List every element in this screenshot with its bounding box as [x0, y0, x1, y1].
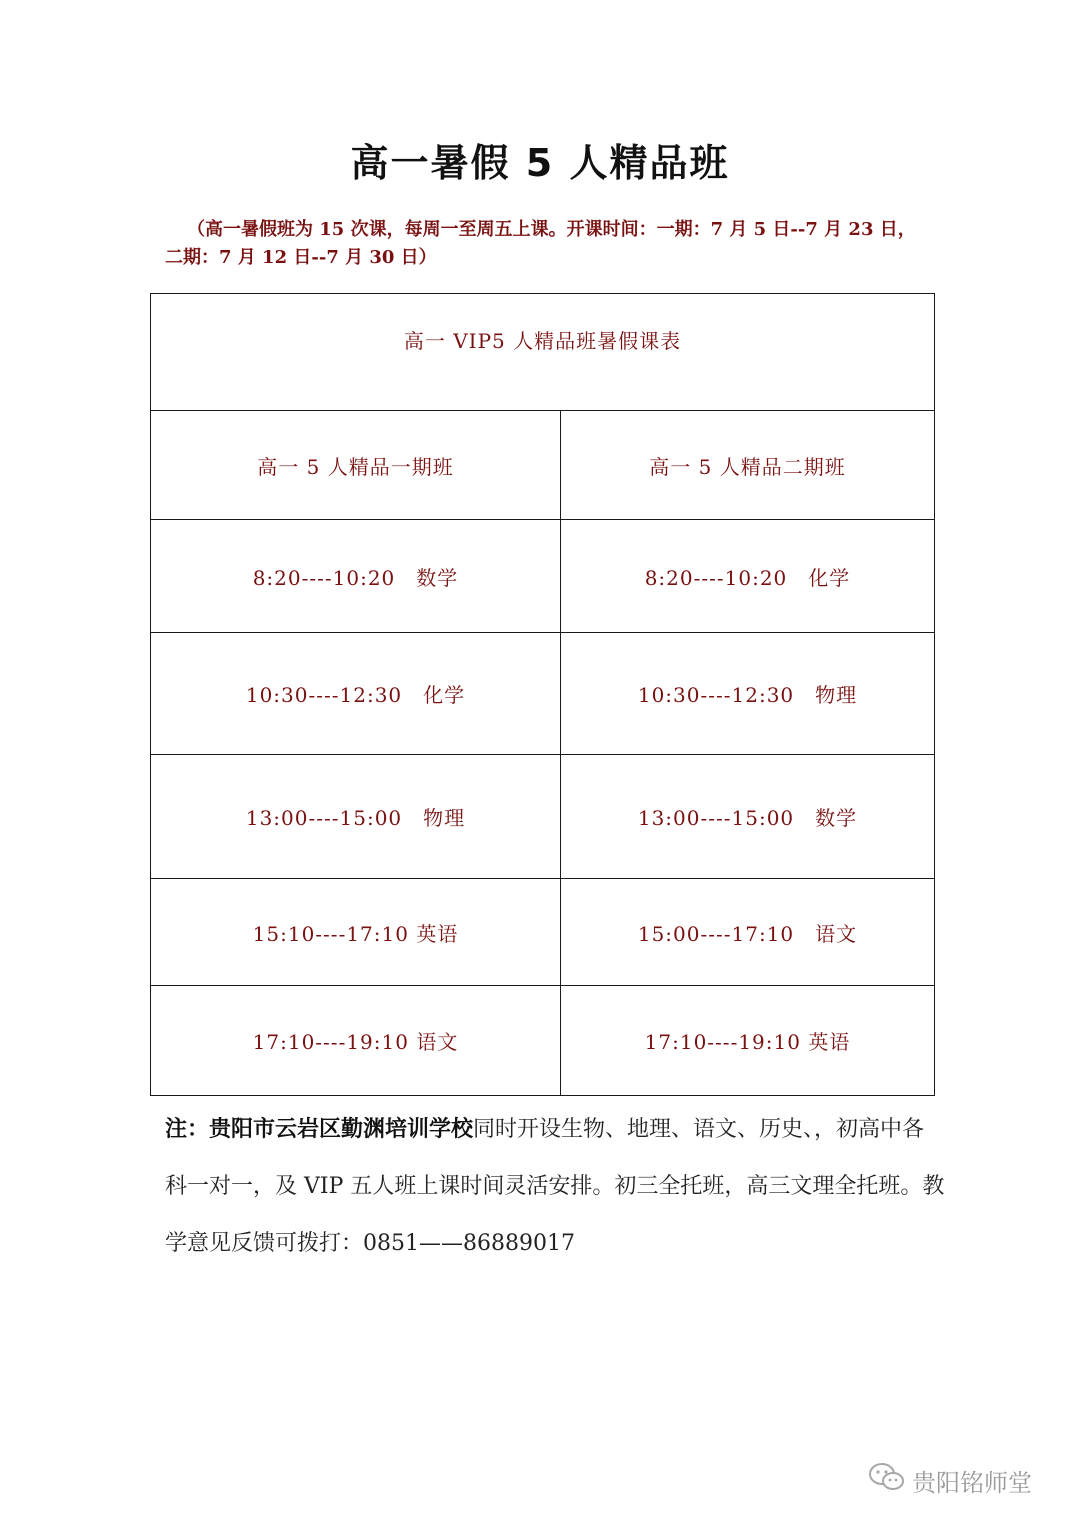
schedule-subtitle: （高一暑假班为 15 次课，每周一至周五上课。开课时间：一期：7 月 5 日--7 月 23 日，二期：7 月 12 日--7 月 30 日）: [165, 219, 916, 268]
table-cell: 17:10----19:10 语文: [151, 986, 561, 1096]
table-cell: 17:10----19:10 英语: [561, 986, 935, 1096]
page-title: 高一暑假 5 人精品班: [350, 141, 730, 185]
table-header-cell: [151, 294, 935, 411]
note-text: 同时开设生物、地理、语文、历史、，初高中各科一对一，及 VIP 五人班上课时间灵活安排。初三全托班，高三文理全托班。教学意见反馈可拨打：0851——86889017: [165, 1117, 945, 1256]
table-row: [151, 755, 935, 879]
wechat-icon: [868, 1461, 906, 1499]
column-header-period-1: 高一 5 人精品一期班: [151, 411, 561, 520]
note-label: 注：贵阳市云岩区勤渊培训学校: [165, 1117, 474, 1142]
table-header-text: 高一 VIP5 人精品班暑假课表: [403, 329, 682, 353]
table-cell: 13:00----15:00 数学: [561, 755, 935, 879]
table-cell: 10:30----12:30 物理: [561, 633, 935, 755]
table-cell: 10:30----12:30 化学: [151, 633, 561, 755]
table-cell: 15:10----17:10 英语: [151, 879, 561, 986]
table-cell: 13:00----15:00 物理: [151, 755, 561, 879]
watermark: [868, 1460, 1032, 1500]
table-cell: 8:20----10:20 数学: [151, 520, 561, 633]
table-row: [151, 986, 935, 1096]
table-row: [151, 633, 935, 755]
table-header-row: [151, 294, 935, 411]
table-cell: 15:00----17:10 语文: [561, 879, 935, 986]
watermark-text: 贵阳铭师堂: [912, 1468, 1032, 1497]
column-header-row: [151, 411, 935, 520]
column-header-period-2: 高一 5 人精品二期班: [561, 411, 935, 520]
footer-note: [165, 1101, 945, 1272]
table-cell: 8:20----10:20 化学: [561, 520, 935, 633]
schedule-table: [150, 293, 935, 1096]
table-row: [151, 879, 935, 986]
table-row: [151, 520, 935, 633]
